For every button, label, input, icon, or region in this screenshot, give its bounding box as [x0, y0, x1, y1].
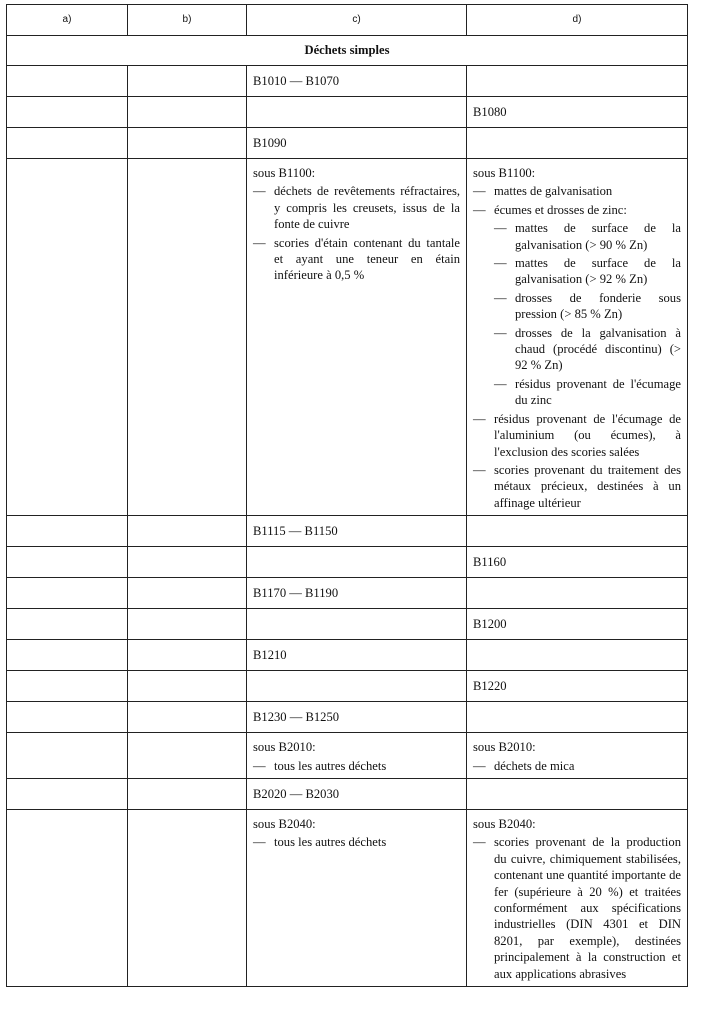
cell-c: B1230 — B1250	[247, 702, 467, 733]
cell-b	[128, 702, 247, 733]
cell-c: B1010 — B1070	[247, 66, 467, 97]
cell-c: B1170 — B1190	[247, 578, 467, 609]
cell-c	[247, 547, 467, 578]
header-c: c)	[247, 5, 467, 36]
cell-d	[467, 733, 688, 779]
table-row-b1100	[7, 159, 688, 516]
cell-c: B2020 — B2030	[247, 778, 467, 809]
cell-d	[467, 128, 688, 159]
cell-d	[467, 640, 688, 671]
table-row	[7, 516, 688, 547]
list-item: — tous les autres déchets	[253, 834, 460, 850]
cell-c	[247, 733, 467, 779]
cell-b	[128, 640, 247, 671]
cell-c	[247, 809, 467, 986]
list-item-label: écumes et drosses de zinc:	[494, 202, 627, 217]
list-item: — scories d'étain contenant du tantale et ayant une teneur en étain inférieure à 0,5 %	[253, 235, 460, 284]
list-item	[473, 202, 681, 409]
cell-c: B1090	[247, 128, 467, 159]
b1100-c-list	[253, 183, 460, 283]
cell-b	[128, 516, 247, 547]
cell-a	[7, 547, 128, 578]
b2040-c-title: sous B2040:	[253, 816, 316, 831]
cell-d	[467, 578, 688, 609]
list-item: — tous les autres déchets	[253, 758, 460, 774]
cell-c: B1115 — B1150	[247, 516, 467, 547]
cell-d	[467, 778, 688, 809]
header-a: a)	[7, 5, 128, 36]
b1100-d-sublist	[494, 220, 681, 408]
cell-b	[128, 609, 247, 640]
table-row	[7, 609, 688, 640]
b2040-c-list	[253, 834, 460, 850]
table-row	[7, 97, 688, 128]
cell-a	[7, 733, 128, 779]
b1100-c-title: sous B1100:	[253, 166, 316, 180]
cell-b	[128, 809, 247, 986]
table-row	[7, 702, 688, 733]
header-d: d)	[467, 5, 688, 36]
b2010-d-title: sous B2010:	[473, 740, 536, 755]
cell-a	[7, 640, 128, 671]
cell-a	[7, 128, 128, 159]
b1100-d-title: sous B1100:	[473, 166, 536, 180]
cell-b	[128, 671, 247, 702]
cell-a	[7, 578, 128, 609]
section-row	[7, 36, 688, 66]
list-item: — résidus provenant de l'écumage de l'aluminium (ou écumes), à l'exclusion des scories salées	[473, 411, 681, 460]
sublist-item: — mattes de surface de la galvanisation (> 90 % Zn)	[494, 220, 681, 253]
b2040-d-list	[473, 834, 681, 982]
cell-b	[128, 159, 247, 516]
header-b: b)	[128, 5, 247, 36]
cell-b	[128, 97, 247, 128]
cell-a	[7, 702, 128, 733]
cell-b	[128, 547, 247, 578]
header-row	[7, 5, 688, 36]
cell-a	[7, 66, 128, 97]
table-row-b2040	[7, 809, 688, 986]
table-row	[7, 578, 688, 609]
table-row	[7, 66, 688, 97]
b1100-d-list	[473, 183, 681, 511]
cell-d: B1160	[467, 547, 688, 578]
cell-a	[7, 609, 128, 640]
cell-b	[128, 778, 247, 809]
b2010-c-title: sous B2010:	[253, 740, 316, 755]
b2010-c-list	[253, 758, 460, 774]
cell-d: B1220	[467, 671, 688, 702]
cell-a	[7, 516, 128, 547]
table-row	[7, 778, 688, 809]
cell-d	[467, 516, 688, 547]
list-item: — déchets de mica	[473, 758, 681, 774]
table-row	[7, 671, 688, 702]
cell-c: B1210	[247, 640, 467, 671]
sublist-item: — mattes de surface de la galvanisation (> 92 % Zn)	[494, 255, 681, 288]
cell-b	[128, 733, 247, 779]
list-item: — scories provenant du traitement des métaux précieux, destinées à un affinage ultérieur	[473, 462, 681, 511]
table-row	[7, 547, 688, 578]
cell-a	[7, 809, 128, 986]
waste-table	[6, 4, 688, 987]
list-item: — scories provenant de la production du cuivre, chimiquement stabilisées, contenant une quantité importante de fer (supérieure à 20 %) et traitées conformément aux spécifications industrielles (DIN 4301 et DIN 8201, par exemple), destinées principalement à la construction et aux applications abrasives	[473, 834, 681, 982]
sublist-item: — drosses de la galvanisation à chaud (procédé discontinu) (> 92 % Zn)	[494, 325, 681, 374]
cell-b	[128, 128, 247, 159]
cell-a	[7, 671, 128, 702]
table-row	[7, 640, 688, 671]
cell-b	[128, 66, 247, 97]
cell-d: B1200	[467, 609, 688, 640]
cell-d	[467, 159, 688, 516]
cell-b	[128, 578, 247, 609]
b2010-d-list	[473, 758, 681, 774]
cell-a	[7, 159, 128, 516]
table-row	[7, 128, 688, 159]
cell-d: B1080	[467, 97, 688, 128]
table-row-b2010	[7, 733, 688, 779]
section-title: Déchets simples	[7, 36, 688, 66]
cell-c	[247, 97, 467, 128]
cell-c	[247, 609, 467, 640]
cell-a	[7, 97, 128, 128]
cell-c	[247, 159, 467, 516]
list-item: — déchets de revêtements réfractaires, y compris les creusets, issus de la fonte de cuivre	[253, 183, 460, 232]
sublist-item: — drosses de fonderie sous pression (> 85 % Zn)	[494, 290, 681, 323]
cell-d	[467, 702, 688, 733]
cell-d	[467, 66, 688, 97]
list-item: — mattes de galvanisation	[473, 183, 681, 199]
sublist-item: — résidus provenant de l'écumage du zinc	[494, 376, 681, 409]
cell-d	[467, 809, 688, 986]
cell-a	[7, 778, 128, 809]
b2040-d-title: sous B2040:	[473, 816, 536, 831]
cell-c	[247, 671, 467, 702]
